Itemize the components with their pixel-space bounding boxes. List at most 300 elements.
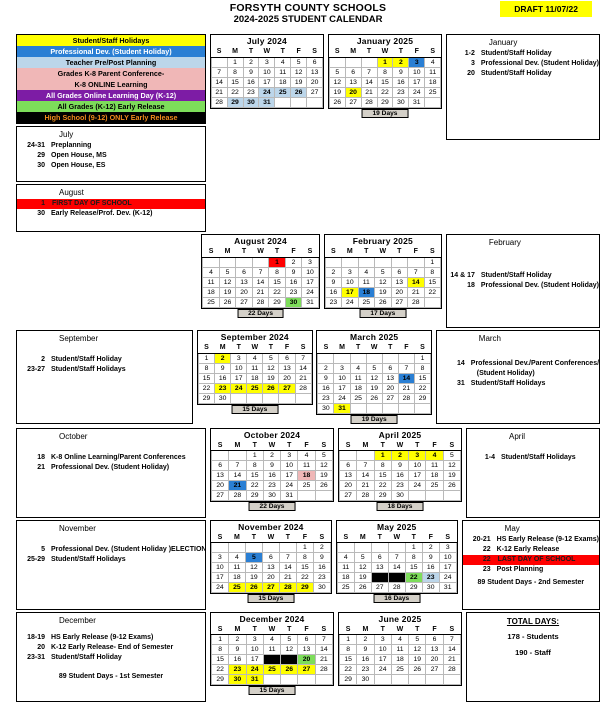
- calendar-day[interactable]: 3: [342, 267, 358, 277]
- calendar-day[interactable]: 7: [315, 635, 332, 645]
- calendar-day[interactable]: 4: [203, 267, 219, 277]
- calendar-day[interactable]: 28: [388, 583, 405, 593]
- calendar-day[interactable]: 28: [357, 491, 374, 501]
- calendar-day[interactable]: 8: [296, 553, 313, 563]
- calendar-day[interactable]: 25: [298, 481, 315, 491]
- calendar-day[interactable]: 18: [298, 471, 315, 481]
- calendar-day[interactable]: 11: [391, 645, 408, 655]
- calendar-day[interactable]: 27: [262, 583, 279, 593]
- calendar-day[interactable]: 15: [405, 563, 422, 573]
- calendar-day[interactable]: 13: [236, 277, 252, 287]
- calendar-day[interactable]: 8: [377, 67, 393, 77]
- calendar-day[interactable]: 22: [340, 665, 357, 675]
- calendar-day[interactable]: 12: [443, 461, 460, 471]
- calendar-day[interactable]: 26: [409, 665, 426, 675]
- calendar-day[interactable]: 8: [340, 645, 357, 655]
- calendar-day[interactable]: 5: [329, 67, 345, 77]
- calendar-day[interactable]: 6: [262, 553, 279, 563]
- calendar-day[interactable]: 21: [388, 573, 405, 583]
- calendar-day[interactable]: 14: [252, 277, 268, 287]
- calendar-day[interactable]: 5: [366, 363, 382, 373]
- calendar-day[interactable]: 16: [263, 471, 280, 481]
- calendar-day[interactable]: 4: [337, 553, 354, 563]
- calendar-day[interactable]: 13: [279, 363, 295, 373]
- calendar-day[interactable]: 2: [215, 353, 231, 363]
- calendar-day[interactable]: 23: [318, 393, 334, 403]
- calendar-day[interactable]: 2: [422, 543, 439, 553]
- calendar-day[interactable]: 27: [371, 583, 388, 593]
- calendar-day[interactable]: 20: [382, 383, 398, 393]
- calendar-day[interactable]: 1: [405, 543, 422, 553]
- calendar-day[interactable]: 5: [354, 553, 371, 563]
- calendar-day[interactable]: 15: [269, 277, 285, 287]
- calendar-day[interactable]: 18: [203, 287, 219, 297]
- calendar-day[interactable]: 30: [393, 97, 409, 107]
- calendar-day[interactable]: 7: [295, 353, 311, 363]
- calendar-day[interactable]: 4: [425, 57, 441, 67]
- calendar-day[interactable]: 27: [307, 87, 323, 97]
- calendar-day[interactable]: 21: [443, 655, 460, 665]
- calendar-day[interactable]: 8: [227, 67, 243, 77]
- calendar-day[interactable]: 13: [345, 77, 361, 87]
- calendar-day[interactable]: 17: [246, 655, 263, 665]
- calendar-day[interactable]: 4: [228, 553, 245, 563]
- calendar-day[interactable]: 14: [229, 471, 246, 481]
- calendar-day[interactable]: 26: [219, 297, 235, 307]
- calendar-day[interactable]: 8: [374, 461, 391, 471]
- calendar-day[interactable]: 12: [219, 277, 235, 287]
- calendar-day[interactable]: 8: [414, 363, 430, 373]
- calendar-day[interactable]: 14: [295, 363, 311, 373]
- calendar-day[interactable]: 25: [426, 481, 443, 491]
- calendar-day[interactable]: 19: [291, 77, 307, 87]
- calendar-day[interactable]: 19: [281, 655, 298, 665]
- calendar-day[interactable]: 28: [408, 297, 424, 307]
- calendar-day[interactable]: 27: [340, 491, 357, 501]
- calendar-day[interactable]: 5: [245, 553, 262, 563]
- calendar-day[interactable]: 20: [212, 481, 229, 491]
- calendar-day[interactable]: 10: [374, 645, 391, 655]
- calendar-day[interactable]: 3: [409, 451, 426, 461]
- calendar-day[interactable]: 6: [307, 57, 323, 67]
- calendar-day[interactable]: 24: [409, 87, 425, 97]
- calendar-day[interactable]: 20: [371, 573, 388, 583]
- calendar-day[interactable]: 26: [281, 665, 298, 675]
- calendar-day[interactable]: 31: [439, 583, 456, 593]
- calendar-day[interactable]: 20: [236, 287, 252, 297]
- calendar-day[interactable]: 15: [340, 655, 357, 665]
- calendar-day[interactable]: 12: [291, 67, 307, 77]
- calendar-day[interactable]: 16: [313, 563, 330, 573]
- calendar-day[interactable]: 26: [354, 583, 371, 593]
- calendar-day[interactable]: 12: [281, 645, 298, 655]
- calendar-day[interactable]: 3: [302, 257, 319, 267]
- calendar-day[interactable]: 16: [325, 287, 341, 297]
- calendar-day[interactable]: 29: [227, 97, 243, 107]
- calendar-day[interactable]: 12: [375, 277, 391, 287]
- calendar-day[interactable]: 5: [281, 635, 298, 645]
- calendar-day[interactable]: 29: [414, 393, 430, 403]
- calendar-day[interactable]: 26: [443, 481, 460, 491]
- calendar-day[interactable]: 18: [358, 287, 374, 297]
- calendar-day[interactable]: 12: [366, 373, 382, 383]
- calendar-day[interactable]: 11: [275, 67, 291, 77]
- calendar-day[interactable]: 9: [263, 461, 280, 471]
- calendar-day[interactable]: 25: [425, 87, 441, 97]
- calendar-day[interactable]: 2: [285, 257, 301, 267]
- calendar-day[interactable]: 21: [315, 655, 332, 665]
- calendar-day[interactable]: 9: [229, 645, 246, 655]
- calendar-day[interactable]: 10: [342, 277, 358, 287]
- calendar-day[interactable]: 19: [219, 287, 235, 297]
- calendar-day[interactable]: 27: [426, 665, 443, 675]
- calendar-day[interactable]: 11: [426, 461, 443, 471]
- calendar-day[interactable]: 8: [212, 645, 229, 655]
- calendar-day[interactable]: 7: [211, 67, 227, 77]
- calendar-day[interactable]: 30: [243, 97, 259, 107]
- calendar-day[interactable]: 16: [422, 563, 439, 573]
- calendar-day[interactable]: 11: [228, 563, 245, 573]
- calendar-day[interactable]: 8: [198, 363, 214, 373]
- calendar-day[interactable]: 22: [246, 481, 263, 491]
- calendar-day[interactable]: 21: [408, 287, 424, 297]
- calendar-day[interactable]: 23: [393, 87, 409, 97]
- calendar-day[interactable]: 27: [382, 393, 398, 403]
- calendar-day[interactable]: 18: [228, 573, 245, 583]
- calendar-day[interactable]: 29: [405, 583, 422, 593]
- calendar-day[interactable]: 8: [405, 553, 422, 563]
- calendar-day[interactable]: 10: [409, 67, 425, 77]
- calendar-day[interactable]: 1: [246, 451, 263, 461]
- calendar-day[interactable]: 11: [358, 277, 374, 287]
- calendar-day[interactable]: 18: [425, 77, 441, 87]
- calendar-day[interactable]: 27: [279, 383, 295, 393]
- calendar-day[interactable]: 31: [334, 403, 350, 413]
- calendar-day[interactable]: 2: [229, 635, 246, 645]
- calendar-day[interactable]: 22: [269, 287, 285, 297]
- calendar-day[interactable]: 25: [275, 87, 291, 97]
- calendar-day[interactable]: 4: [426, 451, 443, 461]
- calendar-day[interactable]: 2: [325, 267, 341, 277]
- calendar-day[interactable]: 16: [393, 77, 409, 87]
- calendar-day[interactable]: 21: [361, 87, 377, 97]
- calendar-day[interactable]: 12: [329, 77, 345, 87]
- calendar-day[interactable]: 13: [382, 373, 398, 383]
- calendar-day[interactable]: 25: [358, 297, 374, 307]
- calendar-day[interactable]: 21: [252, 287, 268, 297]
- calendar-day[interactable]: 29: [198, 393, 214, 403]
- calendar-day[interactable]: 6: [340, 461, 357, 471]
- calendar-day[interactable]: 17: [374, 655, 391, 665]
- calendar-day[interactable]: 15: [377, 77, 393, 87]
- calendar-day[interactable]: 23: [263, 481, 280, 491]
- calendar-day[interactable]: 25: [203, 297, 219, 307]
- calendar-day[interactable]: 20: [307, 77, 323, 87]
- calendar-day[interactable]: 10: [409, 461, 426, 471]
- calendar-day[interactable]: 29: [340, 675, 357, 685]
- calendar-day[interactable]: 25: [247, 383, 263, 393]
- calendar-day[interactable]: 24: [409, 481, 426, 491]
- calendar-day[interactable]: 21: [295, 373, 311, 383]
- calendar-day[interactable]: 29: [269, 297, 285, 307]
- calendar-day[interactable]: 2: [357, 635, 374, 645]
- calendar-day[interactable]: 3: [334, 363, 350, 373]
- calendar-day[interactable]: 6: [279, 353, 295, 363]
- calendar-day[interactable]: 29: [296, 583, 313, 593]
- calendar-day[interactable]: 19: [263, 373, 279, 383]
- calendar-day[interactable]: 16: [229, 655, 246, 665]
- calendar-day[interactable]: 26: [329, 97, 345, 107]
- calendar-day[interactable]: 30: [285, 297, 301, 307]
- calendar-day[interactable]: 31: [409, 97, 425, 107]
- calendar-day[interactable]: 10: [211, 563, 228, 573]
- calendar-day[interactable]: 26: [315, 481, 332, 491]
- calendar-day[interactable]: 12: [315, 461, 332, 471]
- calendar-day[interactable]: 6: [391, 267, 407, 277]
- calendar-day[interactable]: 3: [259, 57, 275, 67]
- calendar-day[interactable]: 23: [229, 665, 246, 675]
- calendar-day[interactable]: 13: [212, 471, 229, 481]
- calendar-day[interactable]: 4: [350, 363, 366, 373]
- calendar-day[interactable]: 11: [337, 563, 354, 573]
- calendar-day[interactable]: 17: [281, 471, 298, 481]
- calendar-day[interactable]: 14: [443, 645, 460, 655]
- calendar-day[interactable]: 11: [203, 277, 219, 287]
- calendar-day[interactable]: 6: [298, 635, 315, 645]
- calendar-day[interactable]: 1: [227, 57, 243, 67]
- calendar-day[interactable]: 7: [279, 553, 296, 563]
- calendar-day[interactable]: 25: [337, 583, 354, 593]
- calendar-day[interactable]: 7: [357, 461, 374, 471]
- calendar-day[interactable]: 12: [409, 645, 426, 655]
- calendar-day[interactable]: 16: [357, 655, 374, 665]
- calendar-day[interactable]: 28: [315, 665, 332, 675]
- calendar-day[interactable]: 13: [371, 563, 388, 573]
- calendar-day[interactable]: 31: [259, 97, 275, 107]
- calendar-day[interactable]: 28: [398, 393, 414, 403]
- calendar-day[interactable]: 27: [345, 97, 361, 107]
- calendar-day[interactable]: 19: [409, 655, 426, 665]
- calendar-day[interactable]: 20: [426, 655, 443, 665]
- calendar-day[interactable]: 9: [422, 553, 439, 563]
- calendar-day[interactable]: 6: [236, 267, 252, 277]
- calendar-day[interactable]: 23: [422, 573, 439, 583]
- calendar-day[interactable]: 4: [247, 353, 263, 363]
- calendar-day[interactable]: 20: [345, 87, 361, 97]
- calendar-day[interactable]: 29: [246, 491, 263, 501]
- calendar-day[interactable]: 17: [259, 77, 275, 87]
- calendar-day[interactable]: 9: [357, 645, 374, 655]
- calendar-day[interactable]: 18: [350, 383, 366, 393]
- calendar-day[interactable]: 22: [377, 87, 393, 97]
- calendar-day[interactable]: 5: [263, 353, 279, 363]
- calendar-day[interactable]: 7: [408, 267, 424, 277]
- calendar-day[interactable]: 23: [325, 297, 341, 307]
- calendar-day[interactable]: 3: [246, 635, 263, 645]
- calendar-day[interactable]: 14: [361, 77, 377, 87]
- calendar-day[interactable]: 3: [374, 635, 391, 645]
- calendar-day[interactable]: 4: [298, 451, 315, 461]
- calendar-day[interactable]: 29: [212, 675, 229, 685]
- calendar-day[interactable]: 27: [212, 491, 229, 501]
- calendar-day[interactable]: 1: [424, 257, 441, 267]
- calendar-day[interactable]: 10: [231, 363, 247, 373]
- calendar-day[interactable]: 22: [212, 665, 229, 675]
- calendar-day[interactable]: 26: [366, 393, 382, 403]
- calendar-day[interactable]: 22: [424, 287, 441, 297]
- calendar-day[interactable]: 30: [263, 491, 280, 501]
- calendar-day[interactable]: 13: [307, 67, 323, 77]
- calendar-day[interactable]: 2: [393, 57, 409, 67]
- calendar-day[interactable]: 4: [263, 635, 280, 645]
- calendar-day[interactable]: 26: [263, 383, 279, 393]
- calendar-day[interactable]: 3: [211, 553, 228, 563]
- calendar-day[interactable]: 11: [247, 363, 263, 373]
- calendar-day[interactable]: 26: [291, 87, 307, 97]
- calendar-day[interactable]: 2: [318, 363, 334, 373]
- calendar-day[interactable]: 24: [342, 297, 358, 307]
- calendar-day[interactable]: 10: [246, 645, 263, 655]
- calendar-day[interactable]: 27: [298, 665, 315, 675]
- calendar-day[interactable]: 12: [263, 363, 279, 373]
- calendar-day[interactable]: 18: [391, 655, 408, 665]
- calendar-day[interactable]: 22: [414, 383, 430, 393]
- calendar-day[interactable]: 10: [334, 373, 350, 383]
- calendar-day[interactable]: 24: [259, 87, 275, 97]
- calendar-day[interactable]: 15: [374, 471, 391, 481]
- calendar-day[interactable]: 6: [426, 635, 443, 645]
- calendar-day[interactable]: 24: [439, 573, 456, 583]
- calendar-day[interactable]: 9: [285, 267, 301, 277]
- calendar-day[interactable]: 13: [391, 277, 407, 287]
- calendar-day[interactable]: 24: [231, 383, 247, 393]
- calendar-day[interactable]: 17: [439, 563, 456, 573]
- calendar-day[interactable]: 17: [409, 471, 426, 481]
- calendar-day[interactable]: 20: [340, 481, 357, 491]
- calendar-day[interactable]: 28: [252, 297, 268, 307]
- calendar-day[interactable]: 25: [391, 665, 408, 675]
- calendar-day[interactable]: 14: [357, 471, 374, 481]
- calendar-day[interactable]: 2: [263, 451, 280, 461]
- calendar-day[interactable]: 6: [371, 553, 388, 563]
- calendar-day[interactable]: 23: [215, 383, 231, 393]
- calendar-day[interactable]: 8: [246, 461, 263, 471]
- calendar-day[interactable]: 17: [342, 287, 358, 297]
- calendar-day[interactable]: 1: [269, 257, 285, 267]
- calendar-day[interactable]: 26: [375, 297, 391, 307]
- calendar-day[interactable]: 19: [443, 471, 460, 481]
- calendar-day[interactable]: 21: [211, 87, 227, 97]
- calendar-day[interactable]: 27: [391, 297, 407, 307]
- calendar-day[interactable]: 7: [388, 553, 405, 563]
- calendar-day[interactable]: 13: [262, 563, 279, 573]
- calendar-day[interactable]: 15: [414, 373, 430, 383]
- calendar-day[interactable]: 15: [296, 563, 313, 573]
- calendar-day[interactable]: 18: [247, 373, 263, 383]
- calendar-day[interactable]: 22: [227, 87, 243, 97]
- calendar-day[interactable]: 19: [366, 383, 382, 393]
- calendar-day[interactable]: 4: [391, 635, 408, 645]
- calendar-day[interactable]: 22: [405, 573, 422, 583]
- calendar-day[interactable]: 15: [246, 471, 263, 481]
- calendar-day[interactable]: 28: [279, 583, 296, 593]
- calendar-day[interactable]: 11: [350, 373, 366, 383]
- calendar-day[interactable]: 12: [245, 563, 262, 573]
- calendar-day[interactable]: 14: [408, 277, 424, 287]
- calendar-day[interactable]: 24: [281, 481, 298, 491]
- calendar-day[interactable]: 16: [243, 77, 259, 87]
- calendar-day[interactable]: 20: [298, 655, 315, 665]
- calendar-day[interactable]: 19: [354, 573, 371, 583]
- calendar-day[interactable]: 20: [391, 287, 407, 297]
- calendar-day[interactable]: 18: [275, 77, 291, 87]
- calendar-day[interactable]: 14: [211, 77, 227, 87]
- calendar-day[interactable]: 27: [236, 297, 252, 307]
- calendar-day[interactable]: 9: [243, 67, 259, 77]
- calendar-day[interactable]: 11: [263, 645, 280, 655]
- calendar-day[interactable]: 1: [377, 57, 393, 67]
- calendar-day[interactable]: 30: [422, 583, 439, 593]
- calendar-day[interactable]: 2: [391, 451, 408, 461]
- calendar-day[interactable]: 13: [426, 645, 443, 655]
- calendar-day[interactable]: 3: [409, 57, 425, 67]
- calendar-day[interactable]: 2: [313, 543, 330, 553]
- calendar-day[interactable]: 28: [229, 491, 246, 501]
- calendar-day[interactable]: 19: [329, 87, 345, 97]
- calendar-day[interactable]: 16: [391, 471, 408, 481]
- calendar-day[interactable]: 14: [315, 645, 332, 655]
- calendar-day[interactable]: 23: [357, 665, 374, 675]
- calendar-day[interactable]: 24: [246, 665, 263, 675]
- calendar-day[interactable]: 22: [374, 481, 391, 491]
- calendar-day[interactable]: 8: [269, 267, 285, 277]
- calendar-day[interactable]: 21: [357, 481, 374, 491]
- calendar-day[interactable]: 28: [211, 97, 227, 107]
- calendar-day[interactable]: 30: [318, 403, 334, 413]
- calendar-day[interactable]: 10: [259, 67, 275, 77]
- calendar-day[interactable]: 9: [313, 553, 330, 563]
- calendar-day[interactable]: 30: [313, 583, 330, 593]
- calendar-day[interactable]: 28: [443, 665, 460, 675]
- calendar-day[interactable]: 25: [350, 393, 366, 403]
- calendar-day[interactable]: 31: [281, 491, 298, 501]
- calendar-day[interactable]: 18: [426, 471, 443, 481]
- calendar-day[interactable]: 6: [382, 363, 398, 373]
- calendar-day[interactable]: 19: [315, 471, 332, 481]
- calendar-day[interactable]: 24: [302, 287, 319, 297]
- calendar-day[interactable]: 31: [246, 675, 263, 685]
- calendar-day[interactable]: 30: [391, 491, 408, 501]
- calendar-day[interactable]: 20: [279, 373, 295, 383]
- calendar-day[interactable]: 5: [375, 267, 391, 277]
- calendar-day[interactable]: 21: [279, 573, 296, 583]
- calendar-day[interactable]: 21: [229, 481, 246, 491]
- calendar-day[interactable]: 6: [345, 67, 361, 77]
- calendar-day[interactable]: 1: [374, 451, 391, 461]
- calendar-day[interactable]: 11: [425, 67, 441, 77]
- calendar-day[interactable]: 13: [340, 471, 357, 481]
- calendar-day[interactable]: 5: [219, 267, 235, 277]
- calendar-day[interactable]: 24: [211, 583, 228, 593]
- calendar-day[interactable]: 1: [296, 543, 313, 553]
- calendar-day[interactable]: 12: [354, 563, 371, 573]
- calendar-day[interactable]: 1: [340, 635, 357, 645]
- calendar-day[interactable]: 21: [398, 383, 414, 393]
- calendar-day[interactable]: 10: [302, 267, 319, 277]
- calendar-day[interactable]: 16: [318, 383, 334, 393]
- calendar-day[interactable]: 31: [302, 297, 319, 307]
- calendar-day[interactable]: 4: [358, 267, 374, 277]
